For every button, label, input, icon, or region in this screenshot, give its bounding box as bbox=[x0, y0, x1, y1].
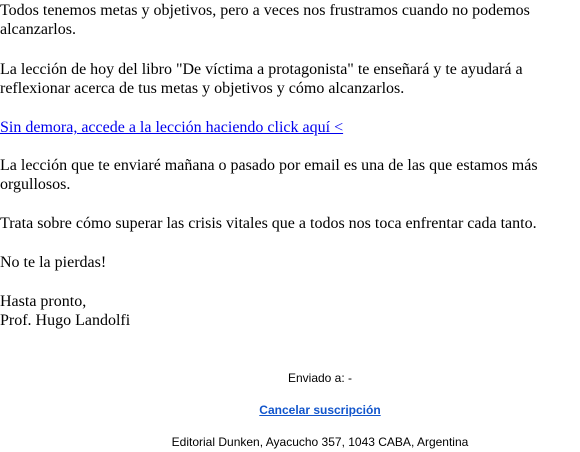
lesson-link-paragraph bbox=[0, 118, 580, 137]
next-lesson-paragraph: La lección que te enviaré mañana o pasado por email es una de las que estamos más orgullosos. bbox=[0, 157, 538, 193]
reminder-paragraph: No te la pierdas! bbox=[0, 254, 107, 271]
closing-text: Hasta pronto, bbox=[0, 293, 87, 310]
topic-paragraph: Trata sobre cómo superar las crisis vitales que a todos nos toca enfrentar cada tanto. bbox=[0, 215, 537, 232]
lesson-description-paragraph: La lección de hoy del libro "De víctima a protagonista" te enseñará y te ayudará a reflexionar acerca de tus metas y objetivos y cómo alcanzarlos. bbox=[0, 61, 523, 97]
lesson-link[interactable]: Sin demora, accede a la lección haciendo click aquí < bbox=[0, 119, 344, 136]
signature-text: Prof. Hugo Landolfi bbox=[0, 312, 131, 329]
unsubscribe-row bbox=[0, 403, 580, 417]
intro-paragraph: Todos tenemos metas y objetivos, pero a veces nos frustramos cuando no podemos alcanzarlos. bbox=[0, 2, 530, 38]
sent-to-text: Enviado a: - bbox=[287, 371, 353, 385]
unsubscribe-link[interactable]: Cancelar suscripción bbox=[259, 403, 381, 417]
publisher-address: Editorial Dunken, Ayacucho 357, 1043 CABA, Argentina bbox=[171, 435, 469, 449]
